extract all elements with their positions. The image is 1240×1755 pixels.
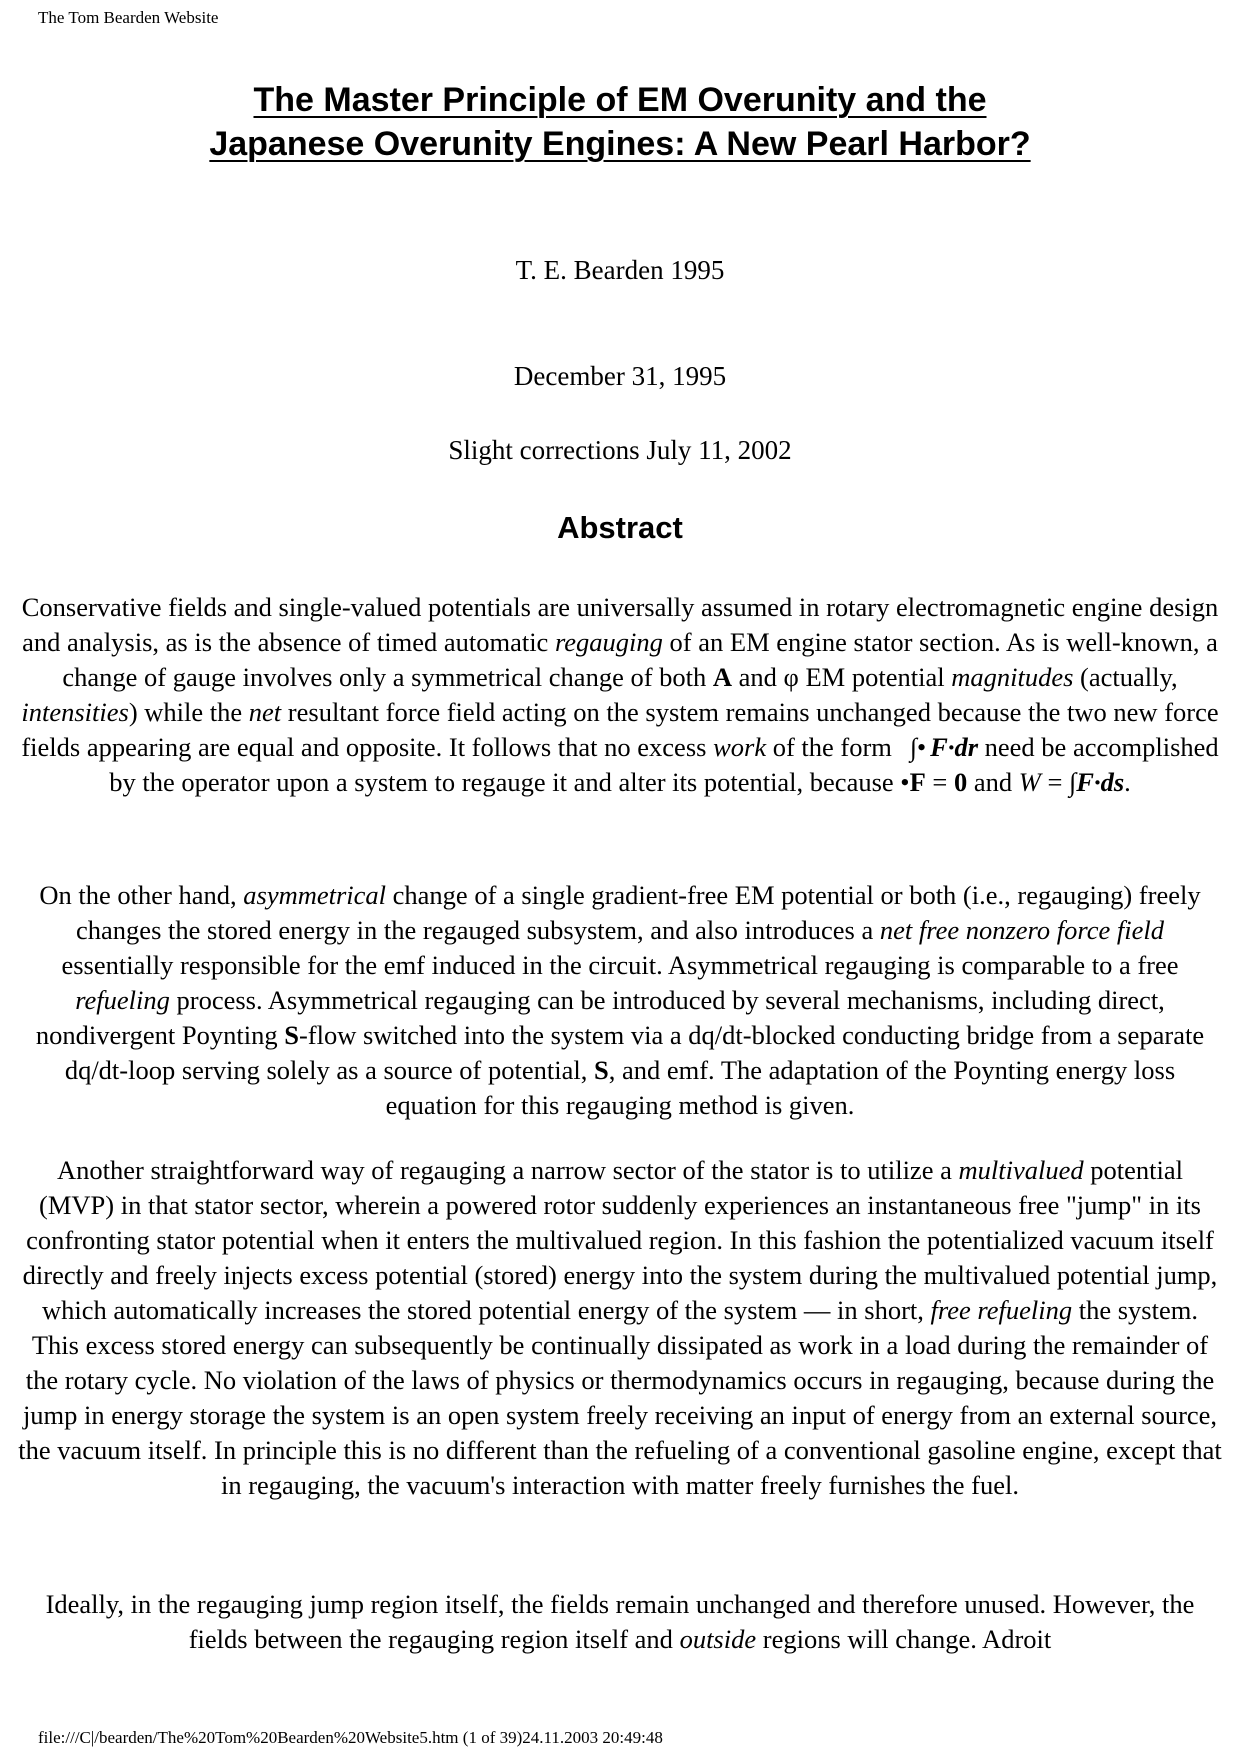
abstract-paragraph-2: On the other hand, asymmetrical change of a single gradient-free EM potential or both (i.e., regauging) freely changes the stored energy in the regauged subsystem, and also introduces a net free nonzero force field essentially responsible for the emf induced in the circuit. Asymmetrical regauging is comparable to a free refueling process. Asymmetrical regauging can be introduced by several mechanisms, including direct, nondivergent Poynting S-flow switched into the system via a dq/dt-blocked conducting bridge from a separate dq/dt-loop serving solely as a source of potential, S, and emf. The adaptation of the Poynting energy loss equation for this regauging method is given.: [35, 880, 1205, 1120]
title-line-1: The Master Principle of EM Overunity and the: [253, 81, 987, 119]
author-year: T. E. Bearden 1995: [515, 255, 725, 285]
integral-symbol: ∫•: [909, 733, 927, 762]
title-line-2: Japanese Overunity Engines: A New Pearl Harbor?: [209, 125, 1031, 163]
abstract-paragraph-1: Conservative fields and single-valued potentials are universally assumed in rotary electromagnetic engine design and analysis, as is the absence of timed automatic regauging of an EM engine stator section. As is well-known, a change of gauge involves only a symmetrical change of both A and φ EM potential magnitudes (actually, intensities) while the net resultant force field acting on the system remains unchanged because the two new force fields appearing are equal and opposite. It follows that no excess work of the form ∫• F·dr need be accomplished by the operator upon a system to regauge it and alter its potential, because •F = 0 and W = ∫F·ds.: [21, 592, 1219, 797]
corrections-note: Slight corrections July 11, 2002: [448, 435, 792, 465]
page-title: [0, 78, 1240, 166]
site-header: The Tom Bearden Website: [38, 8, 219, 27]
date: December 31, 1995: [513, 361, 727, 391]
abstract-paragraph-3: Another straightforward way of regauging a narrow sector of the stator is to utilize a multivalued potential (MVP) in that stator sector, wherein a powered rotor suddenly experiences an instantaneous free "jump" in its confronting stator potential when it enters the multivalued region. In this fashion the potentialized vacuum itself directly and freely injects excess potential (stored) energy into the system during the multivalued potential jump, which automatically increases the stored potential energy of the system — in short, free refueling the system. This excess stored energy can subsequently be continually dissipated as work in a load during the remainder of the rotary cycle. No violation of the laws of physics or thermodynamics occurs in regauging, because during the jump in energy storage the system is an open system freely receiving an input of energy from an external source, the vacuum itself. In principle this is no different than the refueling of a conventional gasoline engine, except that in regauging, the vacuum's interaction with matter freely furnishes the fuel.: [18, 1155, 1222, 1500]
abstract-heading: Abstract: [557, 510, 683, 545]
footer-path: file:///C|/bearden/The%20Tom%20Bearden%20Website5.htm (1 of 39)24.11.2003 20:49:48: [38, 1728, 663, 1747]
abstract-paragraph-4: Ideally, in the regauging jump region itself, the fields remain unchanged and therefore unused. However, the fields between the regauging region itself and outside regions will change. Adroit: [45, 1589, 1195, 1654]
